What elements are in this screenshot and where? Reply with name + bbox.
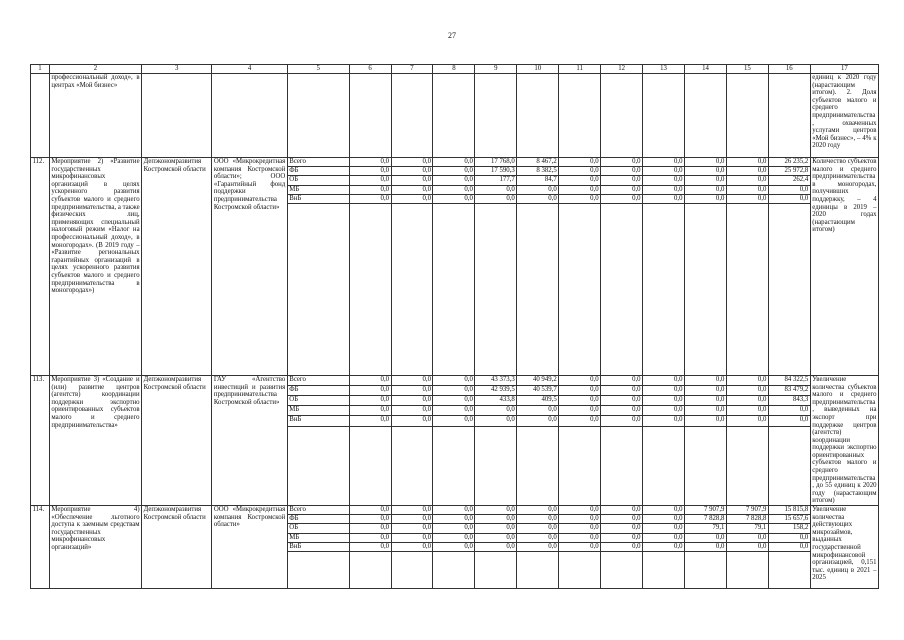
funding-value: 0,0 (349, 176, 391, 185)
funding-value: 0,0 (643, 167, 685, 176)
empty-cell (559, 426, 601, 505)
funding-value: 0,0 (349, 406, 391, 416)
funding-value: 0,0 (643, 386, 685, 396)
funding-value: 0,0 (349, 396, 391, 406)
funding-value: 0,0 (391, 194, 433, 203)
activity-number: 113. (31, 375, 50, 505)
funding-value: 843,3 (768, 396, 810, 406)
funding-value: 0,0 (601, 533, 643, 542)
funding-value: 0,0 (768, 406, 810, 416)
funding-value: 0,0 (349, 386, 391, 396)
funding-source: ОБ (287, 524, 349, 533)
funding-value: 0,0 (685, 185, 727, 194)
funding-value: 0,0 (685, 158, 727, 167)
funding-source: МБ (287, 185, 349, 194)
funding-value: 0,0 (685, 375, 727, 385)
activity-responsible: Депэкономразвития Костромской области (142, 158, 212, 376)
empty-cell (685, 426, 727, 505)
empty-cell (433, 426, 475, 505)
funding-value: 0,0 (559, 416, 601, 426)
funding-value: 0,0 (433, 167, 475, 176)
header-cell: 3 (142, 65, 212, 74)
funding-value: 17 768,0 (475, 158, 517, 167)
empty-cell (391, 551, 433, 588)
funding-source: ОБ (287, 396, 349, 406)
funding-value: 0,0 (517, 416, 559, 426)
funding-value: 0,0 (433, 533, 475, 542)
activity-indicator: Количество субъектов малого и среднего предпринимательства в моногородах, получивших поддержку, – 4 единицы в 2019 – 2020 годах (нарастающим итогом) (810, 158, 878, 376)
funding-value: 0,0 (601, 194, 643, 203)
funding-value: 0,0 (601, 515, 643, 524)
funding-value: 0,0 (726, 416, 768, 426)
funding-value: 0,0 (559, 375, 601, 385)
funding-value: 0,0 (643, 158, 685, 167)
funding-value: 0,0 (433, 416, 475, 426)
funding-value: 0,0 (391, 176, 433, 185)
activity-indicator: Увеличение количества действующих микрозаймов, выданных государственной микрофинансовой организацией, 0,151 тыс. единиц в 2021 – 2025 (810, 506, 878, 589)
header-cell: 15 (726, 65, 768, 74)
funding-value: 0,0 (643, 524, 685, 533)
funding-value: 0,0 (559, 167, 601, 176)
funding-value: 0,0 (643, 406, 685, 416)
funding-value: 0,0 (601, 185, 643, 194)
funding-source: ФБ (287, 167, 349, 176)
funding-value: 0,0 (433, 506, 475, 515)
empty-cell (559, 203, 601, 375)
funding-value: 84,7 (517, 176, 559, 185)
funding-value: 42 939,5 (475, 386, 517, 396)
activity-row (31, 375, 879, 385)
empty-cell (768, 426, 810, 505)
funding-value: 0,0 (559, 396, 601, 406)
funding-value: 0,0 (726, 375, 768, 385)
funding-value: 0,0 (391, 375, 433, 385)
activity-executor: ООО «Микрокредитная компания Костромской области» (212, 506, 287, 589)
funding-value: 0,0 (601, 176, 643, 185)
funding-value: 0,0 (475, 185, 517, 194)
empty-cell (601, 426, 643, 505)
funding-value: 0,0 (643, 176, 685, 185)
activity-executor: ООО «Микрокредитная компания Костромской области»; ООО «Гарантийный фонд поддержки предпринимательства Костромской области» (212, 158, 287, 376)
funding-value: 0,0 (643, 533, 685, 542)
funding-value: 0,0 (517, 506, 559, 515)
empty-cell (433, 203, 475, 375)
empty-cell (726, 551, 768, 588)
funding-value: 0,0 (517, 542, 559, 551)
funding-value: 0,0 (433, 406, 475, 416)
funding-value: 0,0 (726, 158, 768, 167)
funding-value: 0,0 (726, 386, 768, 396)
funding-value: 0,0 (559, 533, 601, 542)
header-cell: 12 (601, 65, 643, 74)
funding-value: 26 235,2 (768, 158, 810, 167)
funding-value: 0,0 (349, 375, 391, 385)
funding-value: 0,0 (433, 185, 475, 194)
empty-cell (685, 551, 727, 588)
funding-value: 0,0 (517, 533, 559, 542)
empty-cell (433, 551, 475, 588)
funding-value: 0,0 (391, 167, 433, 176)
funding-value: 0,0 (349, 185, 391, 194)
funding-value: 0,0 (391, 533, 433, 542)
funding-value: 0,0 (349, 194, 391, 203)
funding-value: 0,0 (475, 533, 517, 542)
funding-value: 0,0 (685, 533, 727, 542)
funding-value: 0,0 (601, 506, 643, 515)
activity-measure: Мероприятие 3) «Создание и (или) развитие центров (агентств) координации поддержки экспортно ориентированных субъектов малого и среднего предпринимательства» (49, 375, 141, 505)
funding-value: 0,0 (349, 524, 391, 533)
funding-value: 0,0 (768, 185, 810, 194)
funding-value: 0,0 (433, 194, 475, 203)
continuation-measure: профессиональный доход», в центрах «Мой бизнес» (49, 74, 141, 158)
empty-cell (643, 551, 685, 588)
empty-cell (349, 426, 391, 505)
funding-source: ВнБ (287, 416, 349, 426)
funding-value: 0,0 (433, 524, 475, 533)
funding-value: 0,0 (391, 524, 433, 533)
funding-value: 0,0 (768, 533, 810, 542)
funding-source: Всего (287, 158, 349, 167)
funding-source: ВнБ (287, 194, 349, 203)
header-cell: 6 (349, 65, 391, 74)
funding-value: 0,0 (643, 396, 685, 406)
funding-value: 7 828,8 (685, 515, 727, 524)
funding-value: 0,0 (643, 416, 685, 426)
program-table (30, 64, 879, 589)
funding-value: 0,0 (601, 386, 643, 396)
empty-cell (643, 426, 685, 505)
continuation-indicator: единиц к 2020 году (нарастающим итогом). 2. Доля субъектов малого и среднего предпринимательства, охваченных услугами центров «Мой бизнес», – 4% к 2020 году (810, 74, 878, 158)
funding-value: 0,0 (433, 176, 475, 185)
funding-value: 0,0 (559, 185, 601, 194)
funding-value: 0,0 (559, 506, 601, 515)
funding-value: 43 373,3 (475, 375, 517, 385)
header-cell: 4 (212, 65, 287, 74)
funding-value: 0,0 (685, 406, 727, 416)
funding-value: 0,0 (517, 406, 559, 416)
funding-value: 0,0 (768, 542, 810, 551)
empty-cell (475, 426, 517, 505)
funding-value: 0,0 (726, 194, 768, 203)
activity-indicator: Увеличение количества субъектов малого и среднего предпринимательства, выведенных на экспорт при поддержке центров (агентств) координации поддержки экспортно ориентированных субъектов малого и среднего предпринимательства, до 55 единиц к 2020 году (нарастающим итогом) (812, 375, 877, 505)
empty-cell (349, 551, 391, 588)
funding-value: 0,0 (726, 533, 768, 542)
header-cell: 13 (643, 65, 685, 74)
funding-value: 0,0 (559, 542, 601, 551)
header-cell: 10 (517, 65, 559, 74)
funding-value: 0,0 (685, 396, 727, 406)
funding-value: 0,0 (391, 506, 433, 515)
funding-value: 0,0 (475, 406, 517, 416)
funding-value: 0,0 (685, 542, 727, 551)
funding-value: 158,2 (768, 524, 810, 533)
funding-value: 0,0 (391, 386, 433, 396)
funding-value: 0,0 (433, 542, 475, 551)
funding-value: 0,0 (391, 542, 433, 551)
funding-value: 0,0 (643, 515, 685, 524)
empty-cell (601, 551, 643, 588)
funding-value: 0,0 (559, 386, 601, 396)
funding-value: 25 972,8 (768, 167, 810, 176)
funding-value: 0,0 (685, 386, 727, 396)
funding-value: 8 382,5 (517, 167, 559, 176)
funding-value: 40 949,2 (517, 375, 559, 385)
header-cell: 2 (49, 65, 141, 74)
funding-value: 0,0 (601, 158, 643, 167)
empty-cell (287, 203, 349, 375)
header-cell: 17 (810, 65, 878, 74)
funding-value: 0,0 (517, 524, 559, 533)
funding-value: 0,0 (349, 533, 391, 542)
funding-value: 0,0 (475, 194, 517, 203)
funding-value: 409,5 (517, 396, 559, 406)
funding-value: 0,0 (559, 158, 601, 167)
funding-source: МБ (287, 533, 349, 542)
funding-value: 433,8 (475, 396, 517, 406)
funding-value: 0,0 (433, 375, 475, 385)
funding-value: 0,0 (559, 524, 601, 533)
funding-value: 15 815,8 (768, 506, 810, 515)
funding-value: 0,0 (601, 375, 643, 385)
funding-value: 0,0 (349, 416, 391, 426)
column-number-row (31, 65, 879, 74)
funding-value: 0,0 (391, 396, 433, 406)
empty-cell (768, 551, 810, 588)
activity-row (31, 158, 879, 167)
funding-value: 0,0 (391, 416, 433, 426)
funding-value: 0,0 (475, 524, 517, 533)
empty-cell (287, 551, 349, 588)
funding-value: 0,0 (391, 515, 433, 524)
funding-value: 0,0 (559, 515, 601, 524)
funding-value: 0,0 (349, 167, 391, 176)
funding-value: 0,0 (349, 542, 391, 551)
funding-value: 0,0 (349, 506, 391, 515)
activity-number: 112. (31, 158, 50, 376)
funding-value: 0,0 (601, 396, 643, 406)
funding-value: 0,0 (768, 416, 810, 426)
funding-value: 0,0 (685, 194, 727, 203)
funding-value: 0,0 (643, 194, 685, 203)
funding-value: 0,0 (475, 506, 517, 515)
funding-value: 0,0 (685, 416, 727, 426)
funding-value: 84 322,5 (768, 375, 810, 385)
activity-responsible: Депэкономразвития Костромской области (142, 375, 212, 505)
empty-cell (475, 203, 517, 375)
funding-value: 0,0 (726, 542, 768, 551)
funding-value: 0,0 (726, 406, 768, 416)
empty-cell (559, 551, 601, 588)
funding-value: 0,0 (517, 185, 559, 194)
empty-cell (685, 203, 727, 375)
empty-cell (391, 426, 433, 505)
funding-value: 0,0 (601, 416, 643, 426)
funding-value: 0,0 (517, 515, 559, 524)
funding-value: 0,0 (433, 515, 475, 524)
activity-measure: Мероприятие 2) «Развитие государственных микрофинансовых организаций в целях ускоренного развития субъектов малого и среднего предпринимательства, а также физических лиц, применяющих специальный налоговый режим «Налог на профессиональный доход», в моногородах». (В 2019 году – «Развитие региональных гарантийных организаций в целях ускоренного развития субъектов малого и среднего предпринимательства в моногородах») (49, 158, 141, 376)
empty-cell (726, 426, 768, 505)
activity-responsible: Депэкономразвития Костромской области (142, 506, 212, 589)
page-number: 27 (448, 31, 456, 40)
header-cell: 9 (475, 65, 517, 74)
funding-value: 0,0 (475, 542, 517, 551)
funding-value: 0,0 (391, 185, 433, 194)
header-cell: 5 (287, 65, 349, 74)
header-cell: 1 (31, 65, 50, 74)
funding-value: 262,4 (768, 176, 810, 185)
funding-value: 0,0 (643, 506, 685, 515)
funding-value: 0,0 (433, 386, 475, 396)
funding-value: 0,0 (685, 176, 727, 185)
funding-value: 0,0 (433, 396, 475, 406)
activity-executor: ГАУ «Агентство инвестиций и развития предпринимательства Костромской области» (212, 375, 287, 505)
funding-source: ФБ (287, 515, 349, 524)
funding-source: ОБ (287, 176, 349, 185)
funding-value: 177,7 (475, 176, 517, 185)
funding-value: 0,0 (726, 185, 768, 194)
header-cell: 14 (685, 65, 727, 74)
funding-value: 0,0 (726, 167, 768, 176)
funding-source: ФБ (287, 386, 349, 396)
empty-cell (726, 203, 768, 375)
funding-value: 79,1 (685, 524, 727, 533)
funding-value: 0,0 (433, 158, 475, 167)
funding-value: 0,0 (475, 515, 517, 524)
header-cell: 16 (768, 65, 810, 74)
empty-cell (517, 426, 559, 505)
funding-source: Всего (287, 506, 349, 515)
empty-cell (643, 203, 685, 375)
funding-value: 0,0 (349, 515, 391, 524)
funding-value: 7 907,9 (726, 506, 768, 515)
funding-value: 0,0 (601, 524, 643, 533)
funding-value: 0,0 (643, 542, 685, 551)
funding-value: 83 479,2 (768, 386, 810, 396)
funding-value: 79,1 (726, 524, 768, 533)
funding-value: 0,0 (768, 194, 810, 203)
empty-cell (517, 551, 559, 588)
funding-value: 7 828,8 (726, 515, 768, 524)
funding-source: Всего (287, 375, 349, 385)
funding-value: 0,0 (601, 406, 643, 416)
funding-value: 0,0 (601, 167, 643, 176)
funding-value: 15 657,6 (768, 515, 810, 524)
funding-value: 40 539,7 (517, 386, 559, 396)
empty-cell (768, 203, 810, 375)
funding-value: 0,0 (601, 542, 643, 551)
activity-row (31, 506, 879, 515)
empty-cell (517, 203, 559, 375)
funding-value: 0,0 (559, 194, 601, 203)
empty-cell (475, 551, 517, 588)
activity-measure: Мероприятие 4) «Обеспечение льготного доступа к заемным средствам государственных микрофинансовых организаций» (49, 506, 141, 589)
funding-value: 0,0 (726, 176, 768, 185)
funding-value: 0,0 (475, 416, 517, 426)
continuation-row (31, 74, 879, 158)
funding-value: 0,0 (643, 375, 685, 385)
funding-value: 7 907,9 (685, 506, 727, 515)
header-cell: 11 (559, 65, 601, 74)
empty-cell (349, 203, 391, 375)
header-cell: 7 (391, 65, 433, 74)
funding-value: 0,0 (517, 194, 559, 203)
funding-value: 0,0 (559, 176, 601, 185)
funding-value: 17 590,3 (475, 167, 517, 176)
funding-value: 8 467,2 (517, 158, 559, 167)
funding-source: ВнБ (287, 542, 349, 551)
funding-value: 0,0 (726, 396, 768, 406)
funding-value: 0,0 (391, 406, 433, 416)
activity-number: 114. (31, 506, 50, 589)
header-cell: 8 (433, 65, 475, 74)
funding-value: 0,0 (559, 406, 601, 416)
funding-value: 0,0 (685, 167, 727, 176)
empty-cell (287, 426, 349, 505)
funding-source: МБ (287, 406, 349, 416)
funding-value: 0,0 (643, 185, 685, 194)
empty-cell (391, 203, 433, 375)
empty-cell (601, 203, 643, 375)
funding-value: 0,0 (391, 158, 433, 167)
funding-value: 0,0 (349, 158, 391, 167)
